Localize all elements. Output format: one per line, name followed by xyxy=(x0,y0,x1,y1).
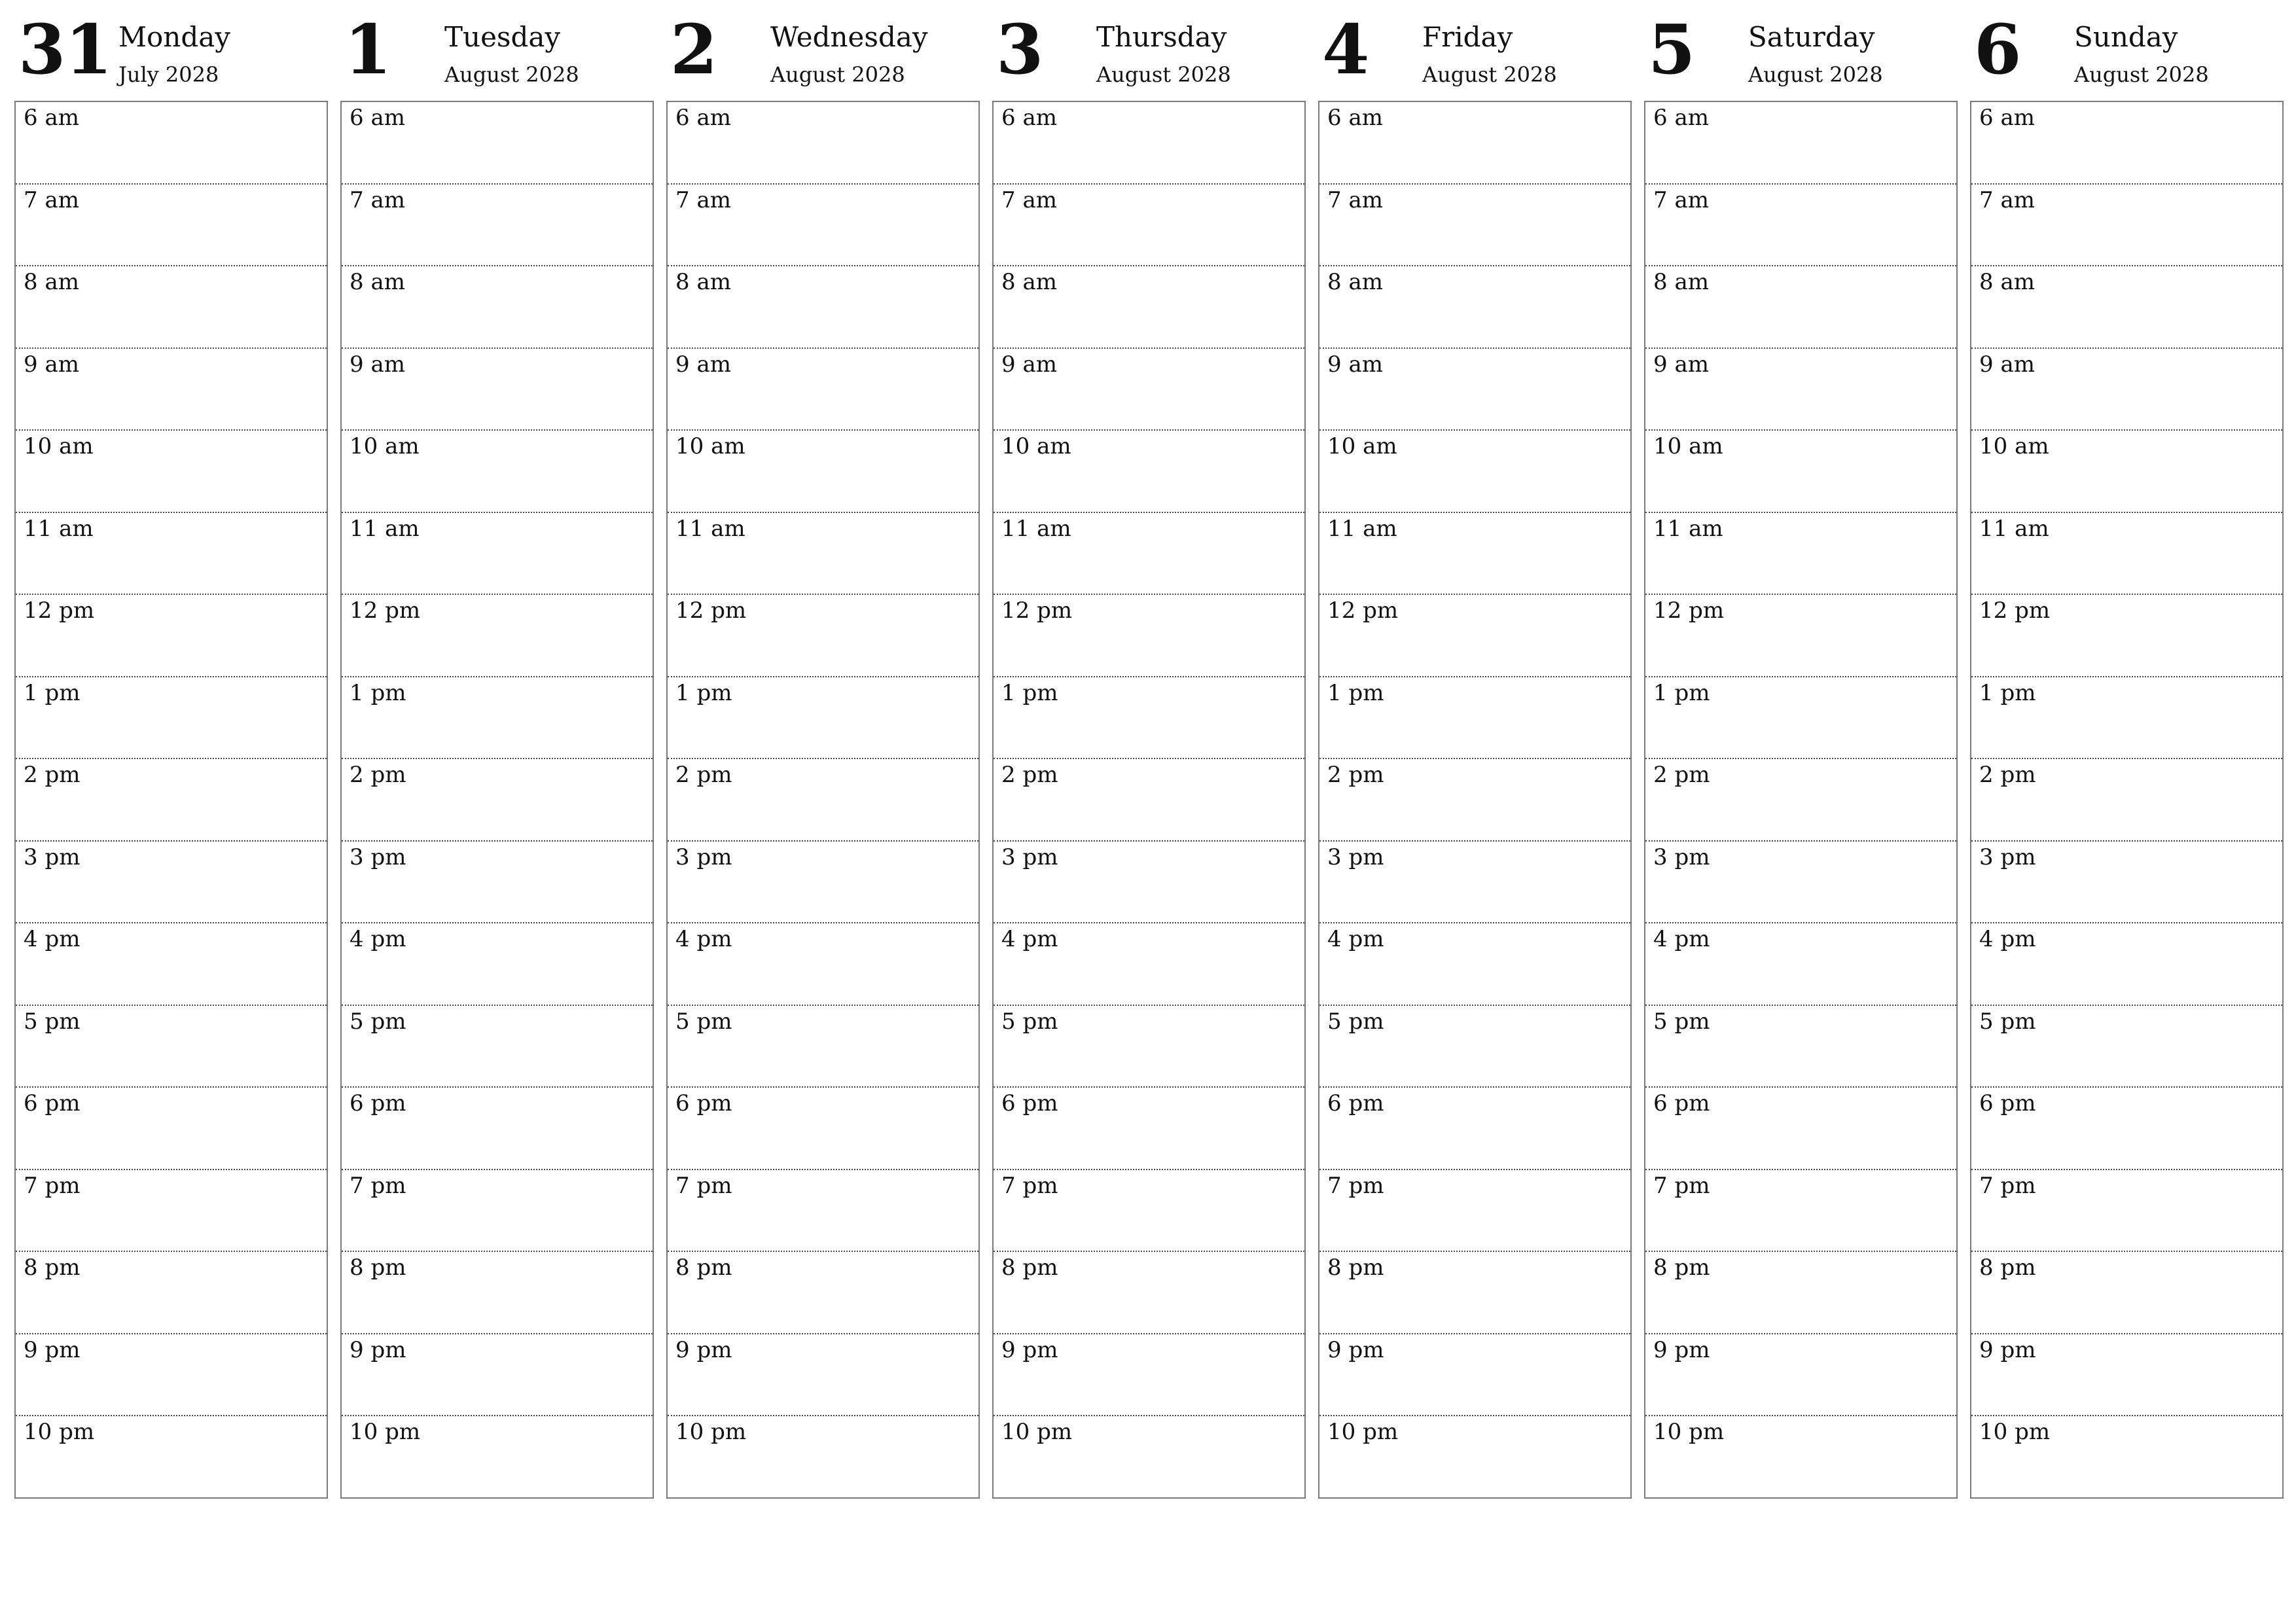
hour-label: 4 pm xyxy=(1653,926,1710,952)
hour-slot[interactable] xyxy=(342,759,653,842)
hour-label: 6 pm xyxy=(1001,1090,1058,1116)
hour-label: 6 pm xyxy=(1327,1090,1384,1116)
hour-slot[interactable] xyxy=(16,923,327,1006)
hour-label: 8 pm xyxy=(1979,1255,2036,1281)
hour-slot[interactable] xyxy=(994,1170,1304,1253)
hour-label: 12 pm xyxy=(1327,597,1399,624)
hour-slot[interactable] xyxy=(1971,1252,2282,1334)
hour-label: 5 pm xyxy=(1979,1008,2036,1035)
hour-label: 6 pm xyxy=(24,1090,81,1116)
day-number: 6 xyxy=(1974,9,2021,90)
hour-label: 12 pm xyxy=(350,597,421,624)
hour-label: 5 pm xyxy=(1327,1008,1384,1035)
day-name: Thursday xyxy=(1096,21,1227,53)
hour-label: 3 pm xyxy=(1327,844,1384,870)
hour-label: 5 pm xyxy=(350,1008,406,1035)
hour-slot[interactable] xyxy=(668,1334,978,1417)
hour-label: 9 pm xyxy=(24,1336,81,1363)
hour-label: 7 am xyxy=(350,187,405,213)
hour-label: 7 am xyxy=(1979,187,2035,213)
hour-label: 2 pm xyxy=(1653,762,1710,788)
day-number: 1 xyxy=(344,9,391,90)
hour-label: 12 pm xyxy=(1001,597,1073,624)
hour-label: 1 pm xyxy=(350,679,406,706)
hour-slot[interactable] xyxy=(342,1088,653,1170)
hour-label: 10 am xyxy=(675,433,745,459)
hour-label: 3 pm xyxy=(675,844,732,870)
hour-label: 4 pm xyxy=(1327,926,1384,952)
hour-slot[interactable] xyxy=(1645,513,1956,596)
hour-slot[interactable] xyxy=(16,1170,327,1253)
hour-slot[interactable] xyxy=(1645,431,1956,513)
hour-label: 2 pm xyxy=(24,762,81,788)
day-number: 3 xyxy=(996,9,1043,90)
hour-label: 11 am xyxy=(675,515,745,542)
hour-label: 3 pm xyxy=(1653,844,1710,870)
hour-slot[interactable] xyxy=(994,513,1304,596)
hour-slot[interactable] xyxy=(1645,759,1956,842)
hour-slot[interactable] xyxy=(1971,431,2282,513)
hour-slot[interactable] xyxy=(1319,923,1630,1006)
hour-label: 4 pm xyxy=(24,926,81,952)
hour-label: 7 am xyxy=(675,187,731,213)
hour-slot[interactable] xyxy=(342,1416,653,1497)
hour-label: 3 pm xyxy=(350,844,406,870)
hour-slot[interactable] xyxy=(1971,759,2282,842)
hour-label: 10 am xyxy=(1653,433,1723,459)
hour-slot[interactable] xyxy=(16,1006,327,1088)
hour-label: 10 pm xyxy=(24,1419,95,1445)
hour-slot[interactable] xyxy=(1319,349,1630,431)
hour-slot[interactable] xyxy=(668,923,978,1006)
hour-label: 8 pm xyxy=(1327,1255,1384,1281)
hour-slot[interactable] xyxy=(994,185,1304,267)
hour-label: 12 pm xyxy=(24,597,95,624)
hour-label: 3 pm xyxy=(24,844,81,870)
hour-slot[interactable] xyxy=(994,1006,1304,1088)
hour-slot[interactable] xyxy=(342,102,653,185)
hour-slot[interactable] xyxy=(1319,759,1630,842)
hour-slot[interactable] xyxy=(668,266,978,349)
day-header xyxy=(14,0,328,98)
hour-label: 12 pm xyxy=(1653,597,1725,624)
hour-slot[interactable] xyxy=(1971,266,2282,349)
hour-label: 11 am xyxy=(1001,515,1071,542)
hour-slot[interactable] xyxy=(994,759,1304,842)
hour-slot[interactable] xyxy=(668,1252,978,1334)
hour-slot[interactable] xyxy=(668,431,978,513)
hour-label: 6 am xyxy=(1327,105,1383,131)
day-month-year: August 2028 xyxy=(1748,62,1883,87)
hour-label: 7 pm xyxy=(24,1172,81,1199)
hour-label: 6 pm xyxy=(1979,1090,2036,1116)
day-header xyxy=(340,0,654,98)
day-header xyxy=(992,0,1306,98)
hour-slot[interactable] xyxy=(668,349,978,431)
hour-slot[interactable] xyxy=(342,266,653,349)
hour-slot[interactable] xyxy=(342,431,653,513)
hour-slot[interactable] xyxy=(1319,1088,1630,1170)
day-header xyxy=(666,0,980,98)
hour-label: 5 pm xyxy=(1653,1008,1710,1035)
hour-label: 11 am xyxy=(1653,515,1723,542)
hour-slot[interactable] xyxy=(1319,266,1630,349)
hour-label: 10 pm xyxy=(1327,1419,1399,1445)
hour-label: 8 pm xyxy=(675,1255,732,1281)
hour-slot[interactable] xyxy=(1971,1088,2282,1170)
hour-slot[interactable] xyxy=(342,185,653,267)
hour-slot[interactable] xyxy=(994,102,1304,185)
hour-label: 9 pm xyxy=(1979,1336,2036,1363)
hour-label: 10 pm xyxy=(1653,1419,1725,1445)
hour-slot[interactable] xyxy=(1645,677,1956,760)
hour-slot[interactable] xyxy=(16,1252,327,1334)
hour-label: 9 am xyxy=(24,351,79,378)
hour-label: 7 am xyxy=(24,187,79,213)
hour-slot[interactable] xyxy=(994,1252,1304,1334)
day-month-year: August 2028 xyxy=(1422,62,1557,87)
hour-label: 6 am xyxy=(1979,105,2035,131)
hour-label: 10 pm xyxy=(350,1419,421,1445)
day-name: Tuesday xyxy=(444,21,561,53)
hour-slot[interactable] xyxy=(16,1334,327,1417)
day-name: Saturday xyxy=(1748,21,1875,53)
hour-slot[interactable] xyxy=(16,349,327,431)
hour-label: 10 pm xyxy=(675,1419,747,1445)
hour-label: 6 pm xyxy=(350,1090,406,1116)
hour-slot[interactable] xyxy=(16,677,327,760)
hour-label: 8 pm xyxy=(24,1255,81,1281)
hour-slot[interactable] xyxy=(1319,1006,1630,1088)
hour-label: 6 pm xyxy=(675,1090,732,1116)
hour-slot[interactable] xyxy=(1971,1416,2282,1497)
day-name: Sunday xyxy=(2074,21,2178,53)
hour-slot[interactable] xyxy=(1645,595,1956,677)
hour-slot[interactable] xyxy=(1971,185,2282,267)
hour-slot[interactable] xyxy=(668,842,978,924)
hour-label: 9 pm xyxy=(1653,1336,1710,1363)
hour-label: 6 am xyxy=(24,105,79,131)
hour-slot[interactable] xyxy=(994,266,1304,349)
hour-slot[interactable] xyxy=(1645,1334,1956,1417)
hour-label: 2 pm xyxy=(1327,762,1384,788)
hour-slot[interactable] xyxy=(342,1006,653,1088)
hour-slot[interactable] xyxy=(994,595,1304,677)
hour-label: 8 pm xyxy=(1653,1255,1710,1281)
hour-label: 10 am xyxy=(1979,433,2049,459)
hour-slot[interactable] xyxy=(342,513,653,596)
hour-label: 8 pm xyxy=(1001,1255,1058,1281)
day-name: Monday xyxy=(118,21,230,53)
hour-label: 9 am xyxy=(1001,351,1057,378)
hour-label: 9 am xyxy=(1979,351,2035,378)
hour-slot[interactable] xyxy=(1319,1334,1630,1417)
hour-label: 2 pm xyxy=(350,762,406,788)
hour-slot[interactable] xyxy=(1319,1170,1630,1253)
hour-label: 7 pm xyxy=(1001,1172,1058,1199)
hour-slot[interactable] xyxy=(16,759,327,842)
hour-label: 9 am xyxy=(350,351,405,378)
hour-slot[interactable] xyxy=(16,102,327,185)
hour-slot[interactable] xyxy=(16,266,327,349)
hour-slot[interactable] xyxy=(342,1334,653,1417)
hour-label: 4 pm xyxy=(350,926,406,952)
hour-slot[interactable] xyxy=(668,1006,978,1088)
hour-slot[interactable] xyxy=(1971,1170,2282,1253)
hour-slot[interactable] xyxy=(1645,1170,1956,1253)
hour-slot[interactable] xyxy=(1319,677,1630,760)
hour-label: 10 am xyxy=(1327,433,1397,459)
hour-label: 9 pm xyxy=(350,1336,406,1363)
hour-label: 4 pm xyxy=(1001,926,1058,952)
hour-slot[interactable] xyxy=(668,1416,978,1497)
hour-slot[interactable] xyxy=(668,185,978,267)
hour-label: 2 pm xyxy=(1001,762,1058,788)
hour-label: 8 pm xyxy=(350,1255,406,1281)
hour-slot[interactable] xyxy=(1645,1088,1956,1170)
day-header xyxy=(1644,0,1958,98)
hour-label: 8 am xyxy=(350,269,405,295)
hour-slot[interactable] xyxy=(668,595,978,677)
hour-slot[interactable] xyxy=(994,349,1304,431)
hour-slot[interactable] xyxy=(1645,1252,1956,1334)
hour-label: 10 pm xyxy=(1001,1419,1073,1445)
hour-label: 11 am xyxy=(1327,515,1397,542)
hour-slot[interactable] xyxy=(16,595,327,677)
hour-slot[interactable] xyxy=(994,842,1304,924)
hour-label: 9 pm xyxy=(1001,1336,1058,1363)
hourly-schedule-box xyxy=(340,101,654,1499)
hour-label: 3 pm xyxy=(1979,844,2036,870)
hourly-schedule-box xyxy=(992,101,1306,1499)
hour-slot[interactable] xyxy=(16,513,327,596)
hour-slot[interactable] xyxy=(1971,349,2282,431)
hour-slot[interactable] xyxy=(1971,595,2282,677)
hour-slot[interactable] xyxy=(16,842,327,924)
hour-label: 6 am xyxy=(1653,105,1709,131)
hour-slot[interactable] xyxy=(1971,1006,2282,1088)
hour-slot[interactable] xyxy=(16,1088,327,1170)
hour-slot[interactable] xyxy=(994,677,1304,760)
hour-label: 11 am xyxy=(350,515,420,542)
day-month-year: July 2028 xyxy=(118,62,219,87)
hour-label: 12 pm xyxy=(675,597,747,624)
hour-slot[interactable] xyxy=(1645,842,1956,924)
hour-label: 8 am xyxy=(1653,269,1709,295)
hour-slot[interactable] xyxy=(16,185,327,267)
hour-slot[interactable] xyxy=(668,102,978,185)
hour-slot[interactable] xyxy=(994,1088,1304,1170)
hour-label: 9 pm xyxy=(675,1336,732,1363)
hour-label: 2 pm xyxy=(1979,762,2036,788)
hour-slot[interactable] xyxy=(668,1088,978,1170)
hour-slot[interactable] xyxy=(1319,185,1630,267)
hour-slot[interactable] xyxy=(1971,102,2282,185)
hour-slot[interactable] xyxy=(668,513,978,596)
hour-label: 7 am xyxy=(1653,187,1709,213)
hour-slot[interactable] xyxy=(994,1334,1304,1417)
hourly-schedule-box xyxy=(14,101,328,1499)
hour-label: 7 pm xyxy=(1327,1172,1384,1199)
hour-slot[interactable] xyxy=(16,431,327,513)
hour-label: 7 am xyxy=(1001,187,1057,213)
hour-slot[interactable] xyxy=(1971,677,2282,760)
day-header xyxy=(1318,0,1632,98)
hour-slot[interactable] xyxy=(1971,923,2282,1006)
hour-label: 9 am xyxy=(1653,351,1709,378)
hour-slot[interactable] xyxy=(1319,431,1630,513)
hour-slot[interactable] xyxy=(994,431,1304,513)
hour-slot[interactable] xyxy=(1319,513,1630,596)
hour-label: 8 am xyxy=(1327,269,1383,295)
hour-label: 1 pm xyxy=(1001,679,1058,706)
day-month-year: August 2028 xyxy=(770,62,905,87)
day-header xyxy=(1970,0,2284,98)
hour-slot[interactable] xyxy=(1319,1252,1630,1334)
hour-label: 9 am xyxy=(1327,351,1383,378)
hour-label: 7 pm xyxy=(350,1172,406,1199)
hour-slot[interactable] xyxy=(1645,266,1956,349)
hour-label: 11 am xyxy=(24,515,94,542)
hour-label: 11 am xyxy=(1979,515,2049,542)
hour-label: 3 pm xyxy=(1001,844,1058,870)
hour-slot[interactable] xyxy=(342,677,653,760)
hour-label: 10 pm xyxy=(1979,1419,2051,1445)
hour-label: 6 am xyxy=(1001,105,1057,131)
day-month-year: August 2028 xyxy=(444,62,579,87)
day-month-year: August 2028 xyxy=(1096,62,1231,87)
day-number: 2 xyxy=(670,9,717,90)
hour-slot[interactable] xyxy=(668,677,978,760)
hour-slot[interactable] xyxy=(342,842,653,924)
hourly-schedule-box xyxy=(1970,101,2284,1499)
hour-label: 10 am xyxy=(24,433,94,459)
hour-label: 9 am xyxy=(675,351,731,378)
hour-label: 7 am xyxy=(1327,187,1383,213)
hour-label: 10 am xyxy=(1001,433,1071,459)
hour-slot[interactable] xyxy=(994,1416,1304,1497)
hour-slot[interactable] xyxy=(342,349,653,431)
hour-slot[interactable] xyxy=(994,923,1304,1006)
hour-slot[interactable] xyxy=(16,1416,327,1497)
hour-label: 6 am xyxy=(675,105,731,131)
hour-label: 7 pm xyxy=(1653,1172,1710,1199)
hour-label: 5 pm xyxy=(675,1008,732,1035)
day-number: 31 xyxy=(18,9,112,90)
hour-label: 5 pm xyxy=(24,1008,81,1035)
day-name: Wednesday xyxy=(770,21,928,53)
hour-slot[interactable] xyxy=(1645,185,1956,267)
hour-slot[interactable] xyxy=(668,1170,978,1253)
hour-label: 7 pm xyxy=(1979,1172,2036,1199)
hour-label: 10 am xyxy=(350,433,420,459)
hour-slot[interactable] xyxy=(1645,349,1956,431)
hour-label: 8 am xyxy=(24,269,79,295)
hour-label: 7 pm xyxy=(675,1172,732,1199)
hour-label: 2 pm xyxy=(675,762,732,788)
day-name: Friday xyxy=(1422,21,1513,53)
hour-slot[interactable] xyxy=(1645,1416,1956,1497)
hour-slot[interactable] xyxy=(1319,102,1630,185)
hour-label: 9 pm xyxy=(1327,1336,1384,1363)
hour-slot[interactable] xyxy=(1645,102,1956,185)
hour-label: 1 pm xyxy=(1327,679,1384,706)
hour-slot[interactable] xyxy=(1319,842,1630,924)
hourly-schedule-box xyxy=(666,101,980,1499)
hour-slot[interactable] xyxy=(1971,842,2282,924)
hour-label: 4 pm xyxy=(1979,926,2036,952)
hourly-schedule-box xyxy=(1318,101,1632,1499)
hour-label: 6 am xyxy=(350,105,405,131)
hour-label: 8 am xyxy=(1979,269,2035,295)
day-number: 5 xyxy=(1648,9,1695,90)
hour-label: 8 am xyxy=(1001,269,1057,295)
hour-label: 4 pm xyxy=(675,926,732,952)
hour-label: 1 pm xyxy=(1979,679,2036,706)
hour-label: 8 am xyxy=(675,269,731,295)
hour-slot[interactable] xyxy=(1645,1006,1956,1088)
hour-slot[interactable] xyxy=(668,759,978,842)
hour-slot[interactable] xyxy=(342,595,653,677)
hourly-schedule-box xyxy=(1644,101,1958,1499)
hour-slot[interactable] xyxy=(1319,595,1630,677)
hour-slot[interactable] xyxy=(342,1170,653,1253)
hour-slot[interactable] xyxy=(1971,1334,2282,1417)
hour-label: 12 pm xyxy=(1979,597,2051,624)
hour-slot[interactable] xyxy=(1319,1416,1630,1497)
hour-label: 1 pm xyxy=(1653,679,1710,706)
hour-slot[interactable] xyxy=(1645,923,1956,1006)
hour-slot[interactable] xyxy=(342,1252,653,1334)
day-month-year: August 2028 xyxy=(2074,62,2209,87)
hour-label: 6 pm xyxy=(1653,1090,1710,1116)
hour-label: 1 pm xyxy=(675,679,732,706)
hour-slot[interactable] xyxy=(342,923,653,1006)
hour-label: 5 pm xyxy=(1001,1008,1058,1035)
hour-label: 1 pm xyxy=(24,679,81,706)
hour-slot[interactable] xyxy=(1971,513,2282,596)
day-number: 4 xyxy=(1322,9,1369,90)
